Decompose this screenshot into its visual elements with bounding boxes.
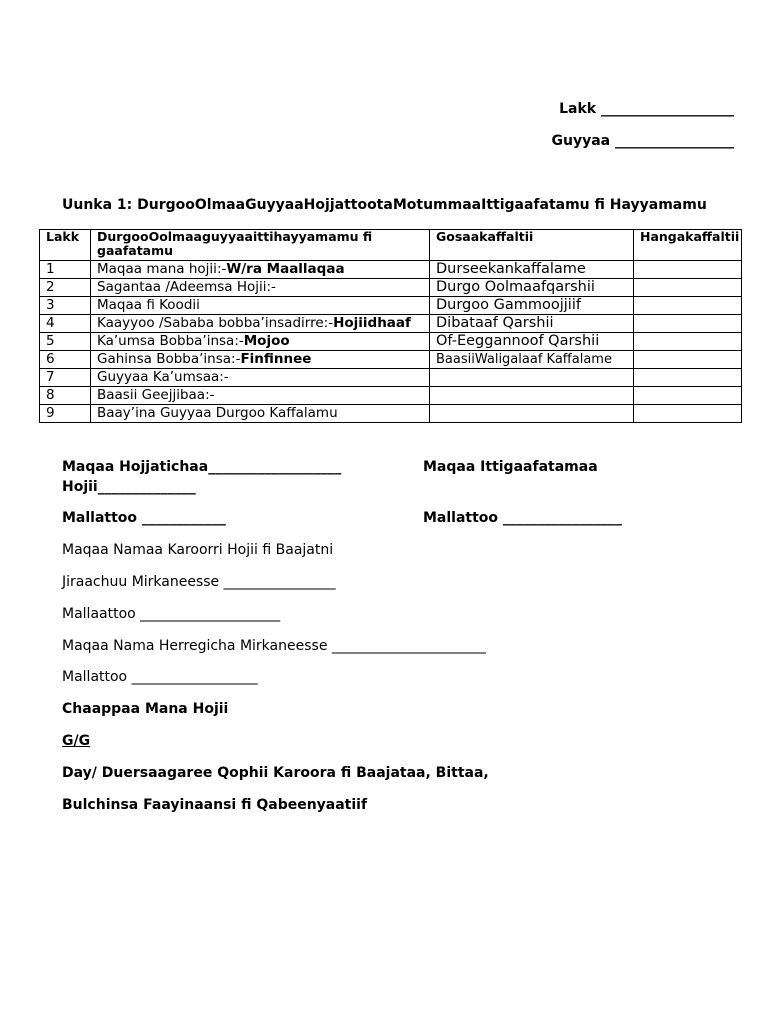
row-description: Kaayyoo /Sababa bobba’insadirre:-Hojiidhaaf bbox=[91, 315, 430, 333]
row-payment-amount bbox=[634, 279, 742, 297]
row-payment-amount bbox=[634, 333, 742, 351]
table-row bbox=[40, 387, 742, 405]
accountant-name-field: Maqaa Nama Herregicha Mirkaneesse ______________________ bbox=[62, 638, 486, 654]
allowance-table bbox=[39, 229, 742, 423]
row-description: Gahinsa Bobba’insa:-Finfinnee bbox=[91, 351, 430, 369]
row-description: Sagantaa /Adeemsa Hojii:- bbox=[91, 279, 430, 297]
employee-name-field: Maqaa Hojjatichaa___________________ bbox=[62, 459, 342, 475]
row-payment-type bbox=[430, 369, 634, 387]
row-description: Baasii Geejjibaa:- bbox=[91, 387, 430, 405]
row-description: Baay’ina Guyyaa Durgoo Kaffalamu bbox=[91, 405, 430, 423]
row-description: Maqaa mana hojii:-W/ra Maallaqaa bbox=[91, 261, 430, 279]
row-payment-type bbox=[430, 387, 634, 405]
table-row bbox=[40, 315, 742, 333]
row-number: 4 bbox=[40, 315, 91, 333]
row-payment-amount bbox=[634, 297, 742, 315]
row-payment-type bbox=[430, 405, 634, 423]
table-row bbox=[40, 351, 742, 369]
table-row bbox=[40, 333, 742, 351]
cc-label: G/G bbox=[62, 733, 91, 749]
header-description: DurgooOolmaaguyyaaittihayyamamu fi gaafatamu bbox=[91, 230, 430, 261]
row-payment-type: BaasiiWaligalaaf Kaffalame bbox=[430, 351, 634, 369]
table-header-row bbox=[40, 230, 742, 261]
row-payment-type: Durgo Oolmaafqarshii bbox=[430, 279, 634, 297]
row-payment-amount bbox=[634, 369, 742, 387]
table-row bbox=[40, 369, 742, 387]
header-payment-amount: Hangakaffaltii bbox=[634, 230, 742, 261]
cc-recipient-line-2: Bulchinsa Faayinaansi fi Qabeenyaatiif bbox=[62, 797, 368, 813]
row-number: 9 bbox=[40, 405, 91, 423]
row-payment-type: Of-Eeggannoof Qarshii bbox=[430, 333, 634, 351]
row-payment-amount bbox=[634, 261, 742, 279]
header-lakk: Lakk bbox=[40, 230, 91, 261]
row-payment-type: Dibataaf Qarshii bbox=[430, 315, 634, 333]
row-payment-amount bbox=[634, 315, 742, 333]
row-description: Ka’umsa Bobba’insa:-Mojoo bbox=[91, 333, 430, 351]
table-row bbox=[40, 405, 742, 423]
responsible-person-label: Maqaa Ittigaafatamaa bbox=[423, 459, 598, 475]
row-description: Guyyaa Ka’umsaa:- bbox=[91, 369, 430, 387]
row-description: Maqaa fi Koodii bbox=[91, 297, 430, 315]
row-number: 1 bbox=[40, 261, 91, 279]
row-payment-type: Durseekankaffalame bbox=[430, 261, 634, 279]
employee-signature-field: Mallattoo ____________ bbox=[62, 510, 226, 526]
header-payment-type: Gosaakaffaltii bbox=[430, 230, 634, 261]
row-number: 3 bbox=[40, 297, 91, 315]
row-payment-amount bbox=[634, 405, 742, 423]
row-payment-amount bbox=[634, 387, 742, 405]
row-number: 2 bbox=[40, 279, 91, 297]
reference-number-field: Lakk ___________________ bbox=[559, 101, 734, 117]
date-field: Guyyaa _________________ bbox=[551, 133, 734, 149]
row-payment-amount bbox=[634, 351, 742, 369]
job-field: Hojii______________ bbox=[62, 479, 196, 495]
cc-recipient-line-1: Day/ Duersaagaree Qophii Karoora fi Baajataa, Bittaa, bbox=[62, 765, 489, 781]
form-title: Uunka 1: DurgooOlmaaGuyyaaHojjattootaMotummaaIttigaafatamu fi Hayyamamu bbox=[62, 197, 707, 213]
officer-signature-field: Mallaattoo ____________________ bbox=[62, 606, 281, 622]
office-stamp-label: Chaappaa Mana Hojii bbox=[62, 701, 229, 717]
row-number: 7 bbox=[40, 369, 91, 387]
accountant-signature-field: Mallattoo __________________ bbox=[62, 669, 258, 685]
plan-budget-officer-label: Maqaa Namaa Karoorri Hojii fi Baajatni bbox=[62, 542, 334, 558]
row-number: 5 bbox=[40, 333, 91, 351]
table-row bbox=[40, 261, 742, 279]
row-number: 6 bbox=[40, 351, 91, 369]
table-row bbox=[40, 297, 742, 315]
responsible-signature-field: Mallattoo _________________ bbox=[423, 510, 622, 526]
table-row bbox=[40, 279, 742, 297]
availability-confirm-field: Jiraachuu Mirkaneesse ________________ bbox=[62, 574, 336, 590]
row-number: 8 bbox=[40, 387, 91, 405]
row-payment-type: Durgoo Gammoojjiif bbox=[430, 297, 634, 315]
